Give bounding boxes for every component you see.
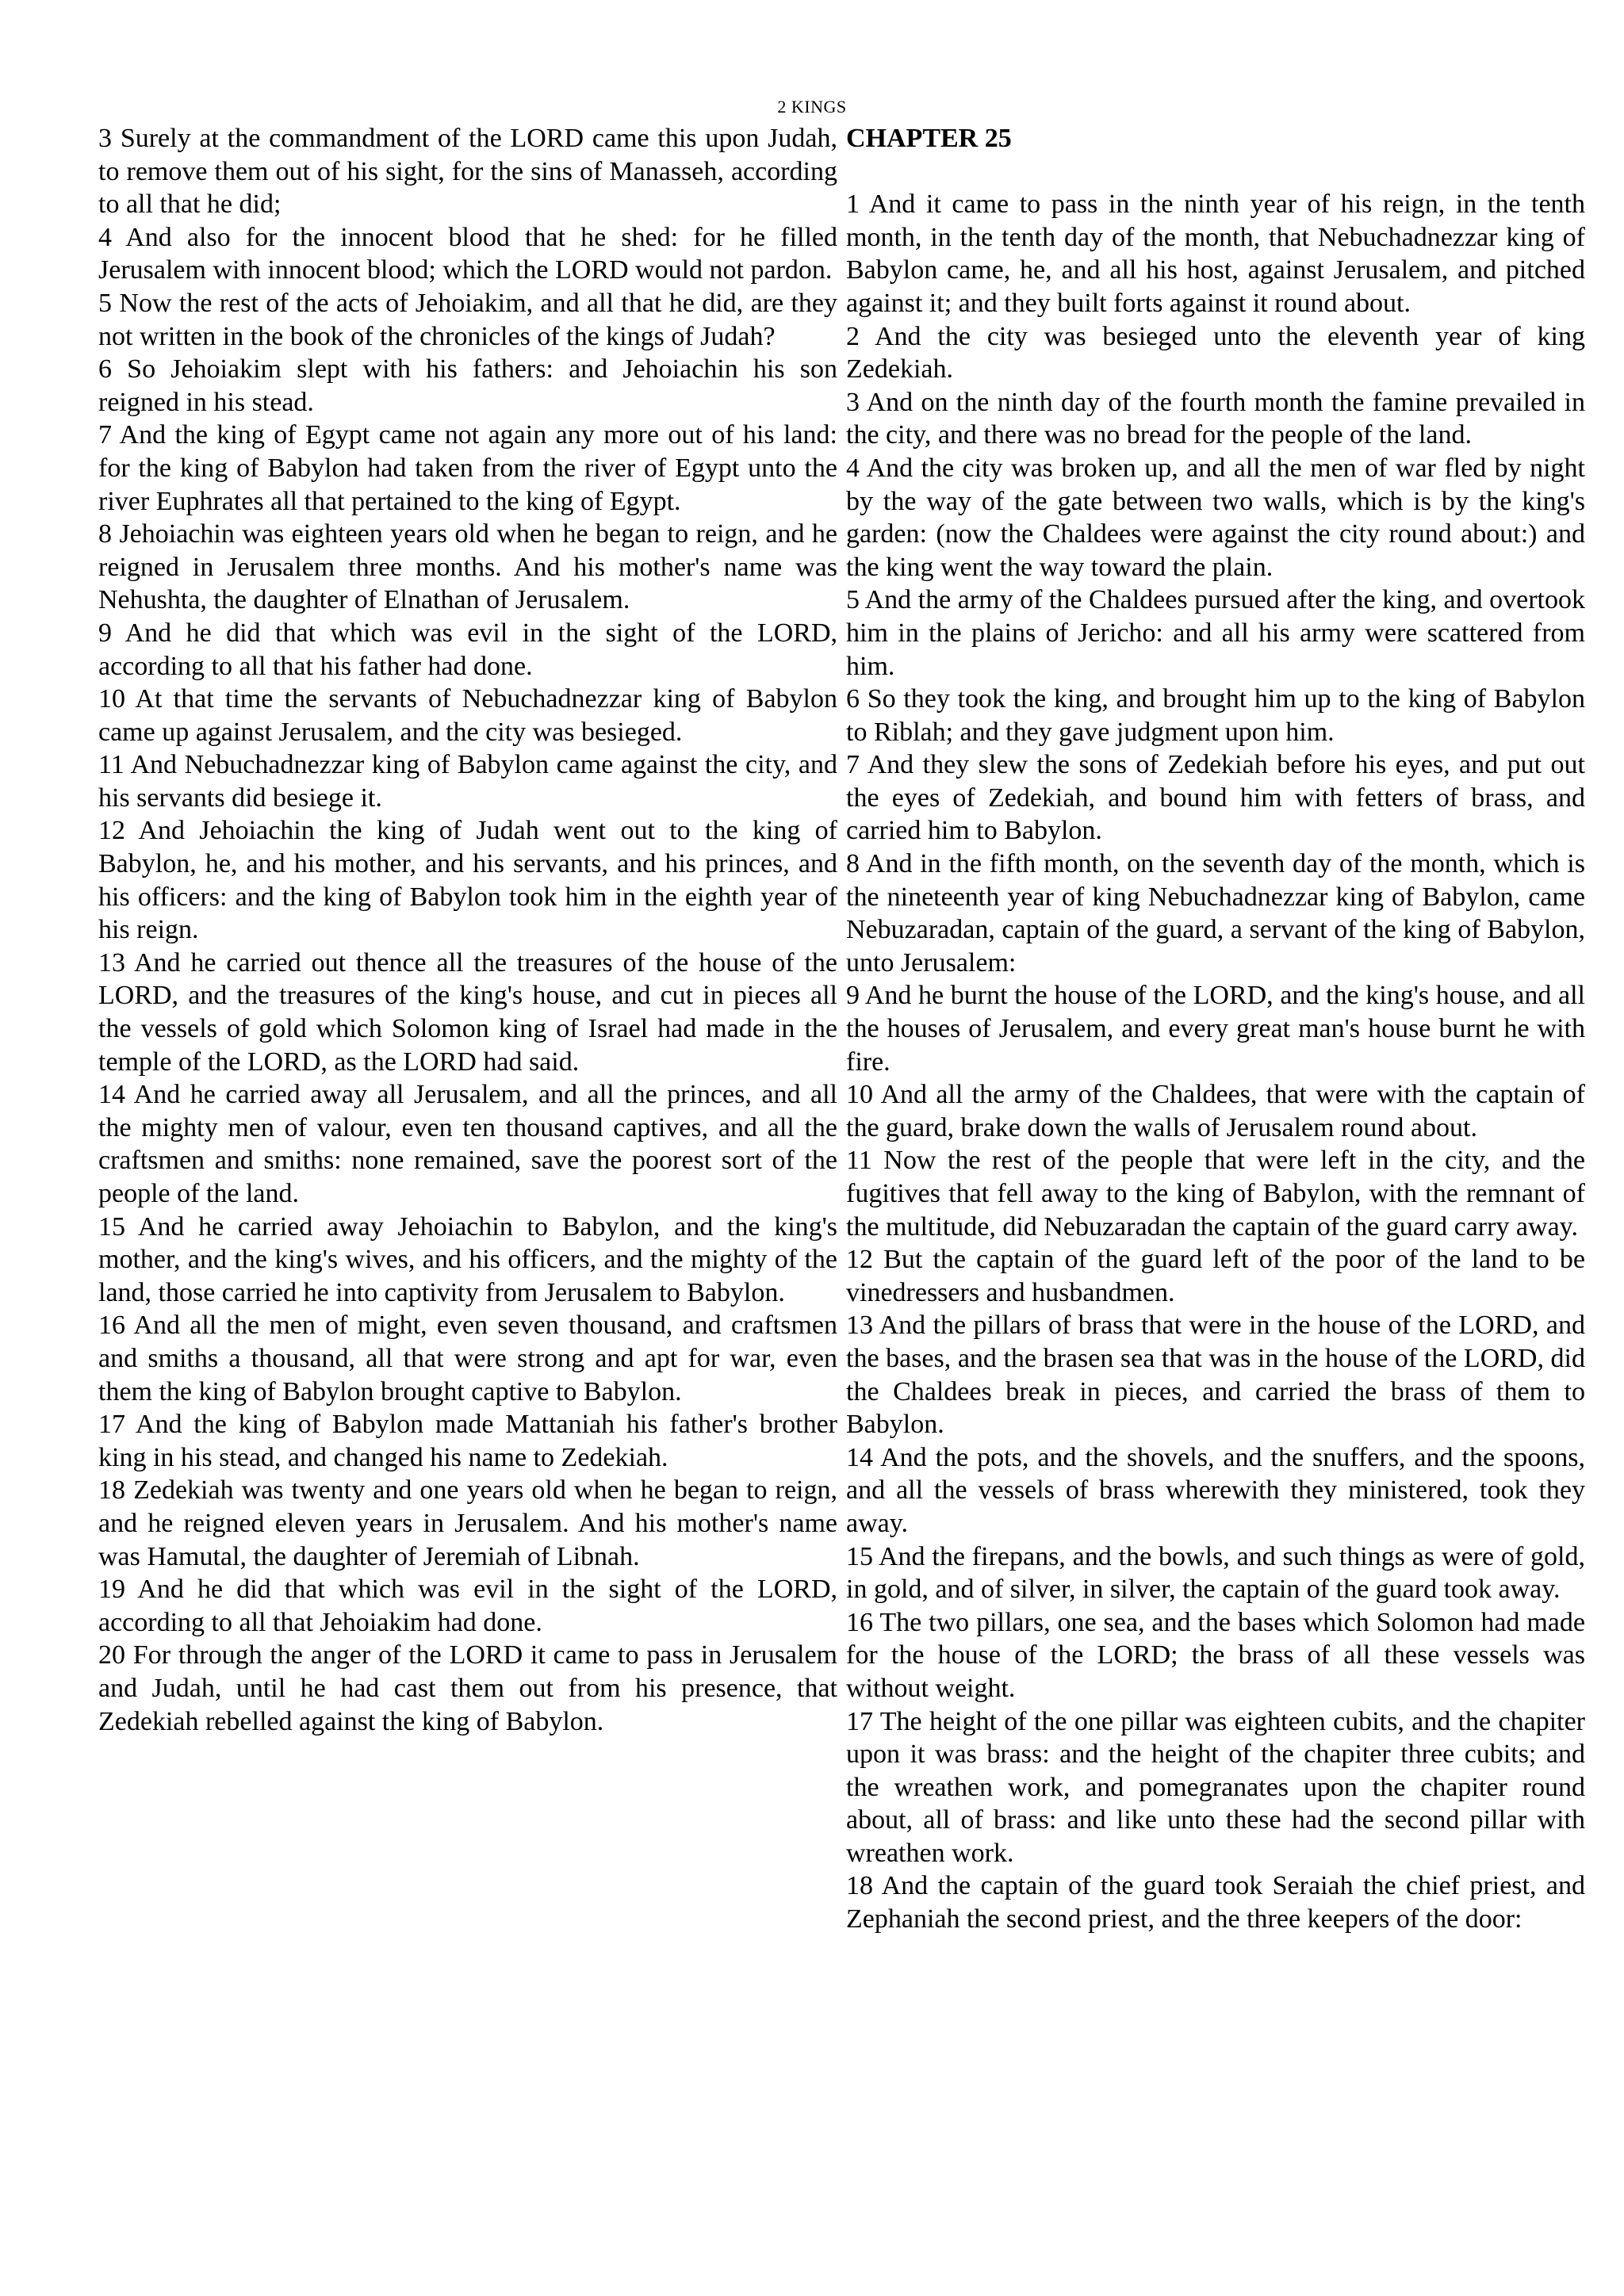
verse: 6 So they took the king, and brought him up to the king of Babylon to Riblah; and they gave judgment upon him. — [846, 684, 1585, 747]
verse: 9 And he did that which was evil in the sight of the LORD, according to all that his father had done. — [98, 618, 837, 681]
verse: 6 So Jehoiakim slept with his fathers: and Jehoiachin his son reigned in his stead. — [98, 354, 837, 417]
verse: 5 And the army of the Chaldees pursued after the king, and overtook him in the plains of Jericho: and all his army were scattered from him. — [846, 585, 1585, 681]
verse: 1 And it came to pass in the ninth year of his reign, in the tenth month, in the tenth day of the month, that Nebuchadnezzar king of Babylon came, he, and all his host, against Jerusalem, and pitched against it; and they built forts against it round about. — [846, 189, 1585, 318]
verse: 8 And in the fifth month, on the seventh day of the month, which is the nineteenth year of king Nebuchadnezzar king of Babylon, came Nebuzaradan, captain of the guard, a servant of the king of Babylon, unto Jerusalem: — [846, 849, 1585, 978]
verse: 7 And they slew the sons of Zedekiah before his eyes, and put out the eyes of Zedekiah, and bound him with fetters of brass, and carried him to Babylon. — [846, 750, 1585, 846]
verse: 11 And Nebuchadnezzar king of Babylon came against the city, and his servants did besiege it. — [98, 750, 837, 813]
verse: 18 And the captain of the guard took Seraiah the chief priest, and Zephaniah the second priest, and the three keepers of the door: — [846, 1871, 1585, 1934]
left-column — [98, 122, 837, 1738]
verse: 15 And the firepans, and the bowls, and such things as were of gold, in gold, and of silver, in silver, the captain of the guard took away. — [846, 1541, 1585, 1605]
verse: 15 And he carried away Jehoiachin to Babylon, and the king's mother, and the king's wives, and his officers, and the mighty of the land, those carried he into captivity from Jerusalem to Babylon. — [98, 1211, 837, 1307]
verse: 17 The height of the one pillar was eighteen cubits, and the chapiter upon it was brass: and the height of the chapiter three cubits; and the wreathen work, and pomegranates upon the chapiter round about, all of brass: and like unto these had the second pillar with wreathen work. — [846, 1706, 1585, 1868]
verse: 14 And he carried away all Jerusalem, and all the princes, and all the mighty men of valour, even ten thousand captives, and all the craftsmen and smiths: none remained, save the poorest sort of the people of the land. — [98, 1080, 837, 1208]
running-header: 2 KINGS — [777, 97, 847, 117]
verse: 13 And the pillars of brass that were in the house of the LORD, and the bases, and the brasen sea that was in the house of the LORD, did the Chaldees break in pieces, and carried the brass of them to Babylon. — [846, 1311, 1585, 1440]
verse: 10 At that time the servants of Nebuchadnezzar king of Babylon came up against Jerusalem, and the city was besieged. — [98, 684, 837, 747]
verse: 12 But the captain of the guard left of the poor of the land to be vinedressers and husbandmen. — [846, 1245, 1585, 1307]
verse: 2 And the city was besieged unto the eleventh year of king Zedekiah. — [846, 321, 1585, 385]
verse: 4 And also for the innocent blood that he shed: for he filled Jerusalem with innocent blood; which the LORD would not pardon. — [98, 222, 837, 285]
verse: 14 And the pots, and the shovels, and the snuffers, and the spoons, and all the vessels of brass wherewith they ministered, took they away. — [846, 1442, 1585, 1538]
verse: 9 And he burnt the house of the LORD, and the king's house, and all the houses of Jerusalem, and every great man's house burnt he with fire. — [846, 981, 1585, 1077]
verse: 13 And he carried out thence all the treasures of the house of the LORD, and the treasures of the king's house, and cut in pieces all the vessels of gold which Solomon king of Israel had made in the temple of the LORD, as the LORD had said. — [98, 947, 837, 1077]
verse: 3 Surely at the commandment of the LORD came this upon Judah, to remove them out of his sight, for the sins of Manasseh, according to all that he did; — [98, 124, 837, 220]
verse: 11 Now the rest of the people that were left in the city, and the fugitives that fell away to the king of Babylon, with the remnant of the multitude, did Nebuzaradan the captain of the guard carry away. — [846, 1146, 1585, 1242]
verse: 10 And all the army of the Chaldees, that were with the captain of the guard, brake down the walls of Jerusalem round about. — [846, 1080, 1585, 1142]
verse: 16 The two pillars, one sea, and the bases which Solomon had made for the house of the LORD; the brass of all these vessels was without weight. — [846, 1607, 1585, 1703]
verse: 17 And the king of Babylon made Mattaniah his father's brother king in his stead, and changed his name to Zedekiah. — [98, 1410, 837, 1472]
verse: 20 For through the anger of the LORD it came to pass in Jerusalem and Judah, until he had cast them out from his presence, that Zedekiah rebelled against the king of Babylon. — [98, 1640, 837, 1736]
verse: 3 And on the ninth day of the fourth month the famine prevailed in the city, and there was no bread for the people of the land. — [846, 387, 1585, 450]
verse: 16 And all the men of might, even seven thousand, and craftsmen and smiths a thousand, all that were strong and apt for war, even them the king of Babylon brought captive to Babylon. — [98, 1311, 837, 1406]
right-column — [846, 122, 1585, 1936]
verse: 5 Now the rest of the acts of Jehoiakim, and all that he did, are they not written in the book of the chronicles of the kings of Judah? — [98, 288, 837, 351]
verse: 18 Zedekiah was twenty and one years old when he began to reign, and he reigned eleven years in Jerusalem. And his mother's name was Hamutal, the daughter of Jeremiah of Libnah. — [98, 1475, 837, 1571]
verse: 7 And the king of Egypt came not again any more out of his land: for the king of Babylon had taken from the river of Egypt unto the river Euphrates all that pertained to the king of Egypt. — [98, 420, 837, 516]
verse: 12 And Jehoiachin the king of Judah went out to the king of Babylon, he, and his mother, and his servants, and his princes, and his officers: and the king of Babylon took him in the eighth year of his reign. — [98, 816, 837, 945]
verse: 8 Jehoiachin was eighteen years old when he began to reign, and he reigned in Jerusalem three months. And his mother's name was Nehushta, the daughter of Elnathan of Jerusalem. — [98, 519, 837, 615]
verse: 19 And he did that which was evil in the sight of the LORD, according to all that Jehoiakim had done. — [98, 1575, 837, 1637]
verse: 4 And the city was broken up, and all the men of war fled by night by the way of the gate between two walls, which is by the king's garden: (now the Chaldees were against the city round about:) and the king went the way toward the plain. — [846, 453, 1585, 582]
chapter-title: CHAPTER 25 — [846, 124, 1012, 153]
